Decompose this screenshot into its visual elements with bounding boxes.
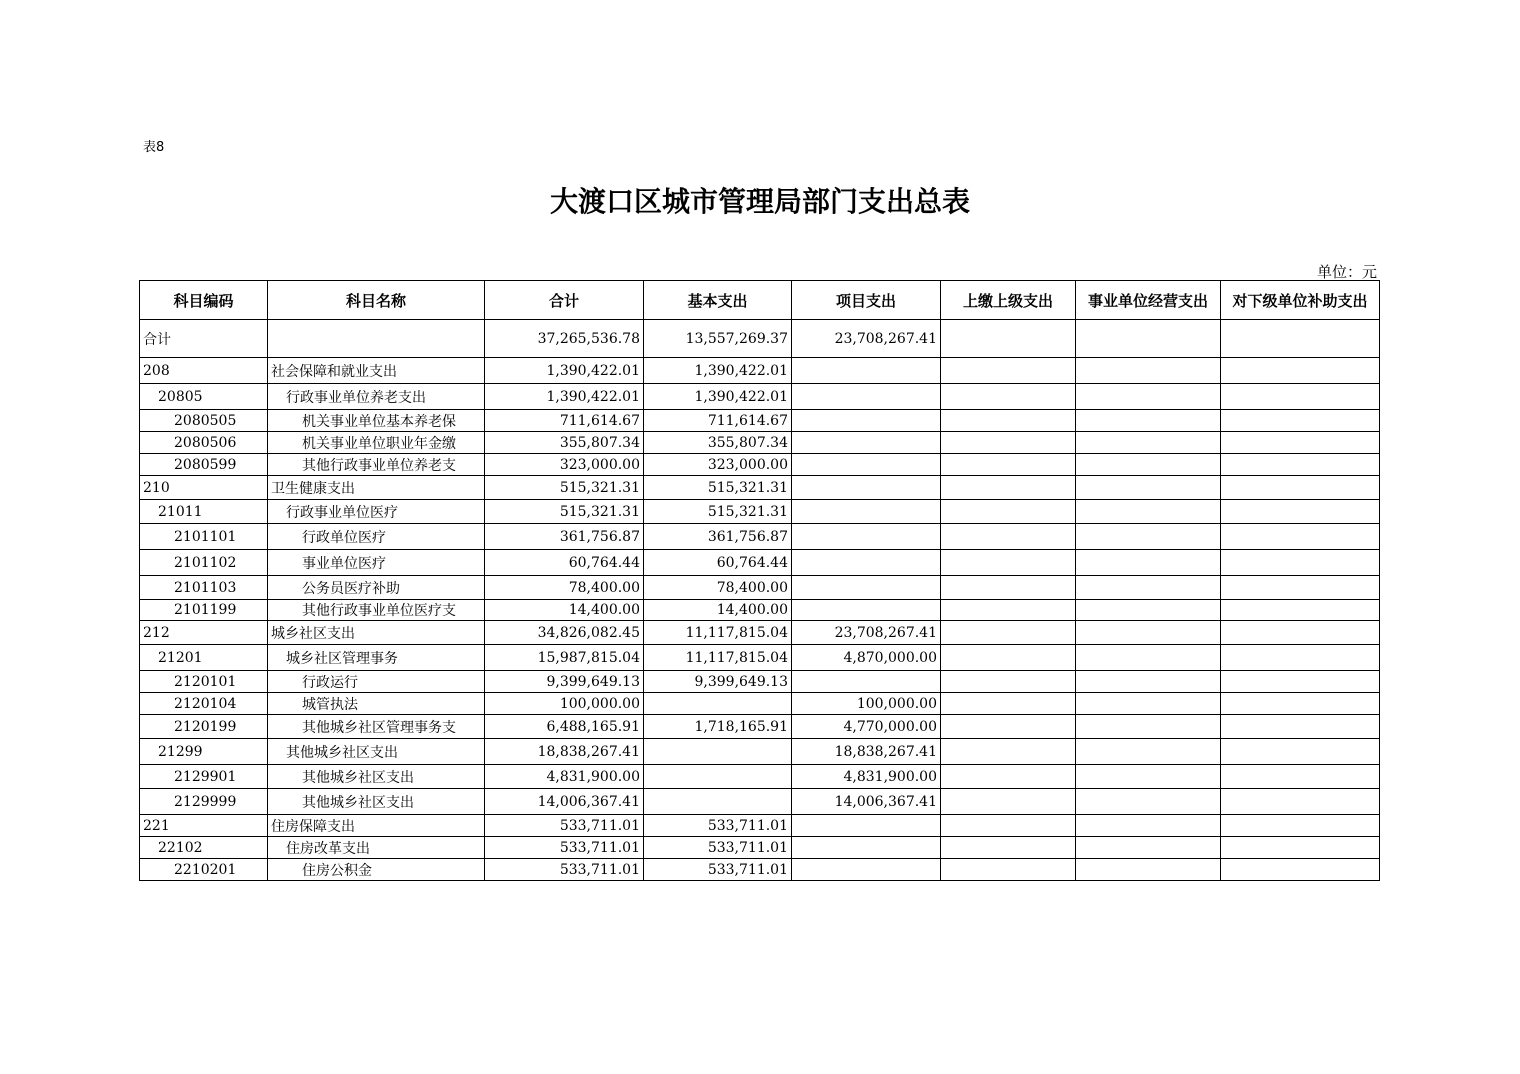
cell-basic: 11,117,815.04 [644, 621, 792, 645]
table-row [140, 476, 1380, 500]
cell-code: 208 [140, 358, 268, 384]
page-title: 大渡口区城市管理局部门支出总表 [549, 185, 970, 218]
table-row [140, 621, 1380, 645]
cell-code: 2101102 [140, 550, 268, 576]
table-row [140, 524, 1380, 550]
cell-name: 城乡社区管理事务 [268, 645, 485, 671]
cell-total: 9,399,649.13 [485, 671, 644, 693]
cell-project [792, 600, 941, 621]
cell-basic [644, 693, 792, 715]
cell-project [792, 837, 941, 859]
cell-basic: 515,321.31 [644, 476, 792, 500]
cell-code: 22102 [140, 837, 268, 859]
cell-basic: 711,614.67 [644, 410, 792, 432]
cell-name: 其他城乡社区支出 [268, 789, 485, 815]
cell-upper [941, 550, 1076, 576]
cell-basic: 11,117,815.04 [644, 645, 792, 671]
cell-name: 其他城乡社区管理事务支 [268, 715, 485, 739]
cell-upper [941, 671, 1076, 693]
cell-business [1076, 600, 1221, 621]
cell-project [792, 859, 941, 881]
table-row [140, 715, 1380, 739]
header-business: 事业单位经营支出 [1076, 281, 1221, 320]
cell-business [1076, 859, 1221, 881]
cell-business [1076, 739, 1221, 765]
cell-business [1076, 645, 1221, 671]
cell-subsidy [1221, 693, 1380, 715]
cell-name: 住房保障支出 [268, 815, 485, 837]
cell-project: 4,870,000.00 [792, 645, 941, 671]
table-row [140, 600, 1380, 621]
cell-basic: 1,390,422.01 [644, 358, 792, 384]
cell-business [1076, 550, 1221, 576]
cell-subsidy [1221, 320, 1380, 358]
cell-business [1076, 693, 1221, 715]
cell-basic: 78,400.00 [644, 576, 792, 600]
cell-code: 2101199 [140, 600, 268, 621]
cell-name: 行政事业单位医疗 [268, 500, 485, 524]
cell-business [1076, 621, 1221, 645]
table-row [140, 500, 1380, 524]
cell-total: 361,756.87 [485, 524, 644, 550]
cell-code: 20805 [140, 384, 268, 410]
cell-code: 212 [140, 621, 268, 645]
table-row [140, 859, 1380, 881]
cell-name: 社会保障和就业支出 [268, 358, 485, 384]
header-project: 项目支出 [792, 281, 941, 320]
cell-project: 14,006,367.41 [792, 789, 941, 815]
cell-project: 4,831,900.00 [792, 765, 941, 789]
cell-name: 事业单位医疗 [268, 550, 485, 576]
cell-basic: 13,557,269.37 [644, 320, 792, 358]
cell-name: 其他城乡社区支出 [268, 739, 485, 765]
cell-project [792, 671, 941, 693]
cell-basic: 60,764.44 [644, 550, 792, 576]
cell-name: 行政运行 [268, 671, 485, 693]
cell-project [792, 500, 941, 524]
cell-total: 533,711.01 [485, 859, 644, 881]
cell-subsidy [1221, 789, 1380, 815]
cell-business [1076, 837, 1221, 859]
cell-code: 21299 [140, 739, 268, 765]
cell-project: 18,838,267.41 [792, 739, 941, 765]
cell-project: 23,708,267.41 [792, 320, 941, 358]
cell-total: 78,400.00 [485, 576, 644, 600]
header-upper: 上缴上级支出 [941, 281, 1076, 320]
cell-upper [941, 432, 1076, 454]
cell-code: 2101103 [140, 576, 268, 600]
cell-name: 卫生健康支出 [268, 476, 485, 500]
cell-code: 221 [140, 815, 268, 837]
cell-subsidy [1221, 715, 1380, 739]
header-total: 合计 [485, 281, 644, 320]
cell-code: 合计 [140, 320, 268, 358]
cell-basic: 355,807.34 [644, 432, 792, 454]
table-row [140, 645, 1380, 671]
table-row [140, 739, 1380, 765]
cell-name: 公务员医疗补助 [268, 576, 485, 600]
cell-basic: 14,400.00 [644, 600, 792, 621]
cell-project: 23,708,267.41 [792, 621, 941, 645]
cell-subsidy [1221, 645, 1380, 671]
cell-subsidy [1221, 739, 1380, 765]
cell-basic: 533,711.01 [644, 837, 792, 859]
cell-basic: 515,321.31 [644, 500, 792, 524]
cell-subsidy [1221, 524, 1380, 550]
cell-project [792, 432, 941, 454]
cell-total: 18,838,267.41 [485, 739, 644, 765]
cell-code: 2129901 [140, 765, 268, 789]
cell-name: 城管执法 [268, 693, 485, 715]
cell-name: 住房公积金 [268, 859, 485, 881]
cell-code: 210 [140, 476, 268, 500]
table-row [140, 576, 1380, 600]
cell-total: 515,321.31 [485, 476, 644, 500]
cell-upper [941, 384, 1076, 410]
cell-total: 100,000.00 [485, 693, 644, 715]
cell-subsidy [1221, 815, 1380, 837]
cell-project [792, 476, 941, 500]
cell-upper [941, 645, 1076, 671]
cell-name: 其他行政事业单位医疗支 [268, 600, 485, 621]
cell-name [268, 320, 485, 358]
cell-upper [941, 739, 1076, 765]
cell-code: 21201 [140, 645, 268, 671]
cell-code: 2080599 [140, 454, 268, 476]
cell-project: 4,770,000.00 [792, 715, 941, 739]
cell-business [1076, 789, 1221, 815]
cell-total: 15,987,815.04 [485, 645, 644, 671]
cell-upper [941, 715, 1076, 739]
cell-project [792, 454, 941, 476]
cell-upper [941, 358, 1076, 384]
cell-code: 2101101 [140, 524, 268, 550]
cell-subsidy [1221, 432, 1380, 454]
cell-code: 21011 [140, 500, 268, 524]
cell-project [792, 410, 941, 432]
table-row [140, 432, 1380, 454]
cell-total: 323,000.00 [485, 454, 644, 476]
cell-basic: 323,000.00 [644, 454, 792, 476]
cell-upper [941, 500, 1076, 524]
cell-business [1076, 454, 1221, 476]
cell-upper [941, 859, 1076, 881]
cell-project [792, 358, 941, 384]
cell-code: 2120199 [140, 715, 268, 739]
cell-project [792, 815, 941, 837]
table-body [140, 320, 1380, 881]
cell-total: 711,614.67 [485, 410, 644, 432]
cell-upper [941, 576, 1076, 600]
cell-total: 14,400.00 [485, 600, 644, 621]
cell-subsidy [1221, 410, 1380, 432]
table-row [140, 789, 1380, 815]
table-number: 表8 [143, 140, 165, 155]
cell-total: 533,711.01 [485, 815, 644, 837]
cell-subsidy [1221, 476, 1380, 500]
header-subsidy: 对下级单位补助支出 [1221, 281, 1380, 320]
cell-name: 其他行政事业单位养老支 [268, 454, 485, 476]
cell-business [1076, 432, 1221, 454]
cell-basic: 361,756.87 [644, 524, 792, 550]
cell-subsidy [1221, 576, 1380, 600]
cell-code: 2210201 [140, 859, 268, 881]
expenditure-table [139, 280, 1380, 881]
cell-project: 100,000.00 [792, 693, 941, 715]
table-row [140, 358, 1380, 384]
cell-upper [941, 476, 1076, 500]
cell-subsidy [1221, 550, 1380, 576]
table-row [140, 410, 1380, 432]
cell-subsidy [1221, 765, 1380, 789]
cell-upper [941, 789, 1076, 815]
table-header-row [140, 281, 1380, 320]
table-row [140, 320, 1380, 358]
table-row [140, 693, 1380, 715]
cell-basic [644, 739, 792, 765]
cell-total: 6,488,165.91 [485, 715, 644, 739]
cell-business [1076, 320, 1221, 358]
cell-code: 2129999 [140, 789, 268, 815]
cell-business [1076, 524, 1221, 550]
cell-upper [941, 837, 1076, 859]
cell-business [1076, 476, 1221, 500]
cell-basic: 533,711.01 [644, 859, 792, 881]
cell-upper [941, 320, 1076, 358]
cell-subsidy [1221, 358, 1380, 384]
cell-upper [941, 524, 1076, 550]
cell-total: 34,826,082.45 [485, 621, 644, 645]
cell-basic [644, 765, 792, 789]
cell-upper [941, 600, 1076, 621]
cell-total: 533,711.01 [485, 837, 644, 859]
cell-code: 2120104 [140, 693, 268, 715]
cell-business [1076, 815, 1221, 837]
cell-name: 机关事业单位基本养老保 [268, 410, 485, 432]
cell-total: 37,265,536.78 [485, 320, 644, 358]
cell-subsidy [1221, 454, 1380, 476]
table-row [140, 815, 1380, 837]
cell-business [1076, 671, 1221, 693]
cell-business [1076, 500, 1221, 524]
cell-subsidy [1221, 600, 1380, 621]
cell-total: 355,807.34 [485, 432, 644, 454]
cell-basic: 533,711.01 [644, 815, 792, 837]
cell-total: 4,831,900.00 [485, 765, 644, 789]
cell-basic: 9,399,649.13 [644, 671, 792, 693]
cell-upper [941, 815, 1076, 837]
cell-code: 2080506 [140, 432, 268, 454]
cell-project [792, 524, 941, 550]
table-row [140, 384, 1380, 410]
cell-subsidy [1221, 621, 1380, 645]
header-basic: 基本支出 [644, 281, 792, 320]
cell-subsidy [1221, 859, 1380, 881]
cell-project [792, 576, 941, 600]
cell-project [792, 384, 941, 410]
cell-name: 其他城乡社区支出 [268, 765, 485, 789]
cell-business [1076, 410, 1221, 432]
cell-basic [644, 789, 792, 815]
header-code: 科目编码 [140, 281, 268, 320]
cell-business [1076, 715, 1221, 739]
table-row [140, 765, 1380, 789]
cell-subsidy [1221, 384, 1380, 410]
cell-business [1076, 765, 1221, 789]
cell-total: 14,006,367.41 [485, 789, 644, 815]
cell-total: 60,764.44 [485, 550, 644, 576]
cell-name: 机关事业单位职业年金缴 [268, 432, 485, 454]
table-row [140, 550, 1380, 576]
cell-subsidy [1221, 500, 1380, 524]
header-name: 科目名称 [268, 281, 485, 320]
table-row [140, 837, 1380, 859]
cell-upper [941, 410, 1076, 432]
cell-upper [941, 454, 1076, 476]
cell-basic: 1,390,422.01 [644, 384, 792, 410]
unit-label: 单位：元 [1316, 263, 1377, 281]
cell-upper [941, 765, 1076, 789]
cell-total: 515,321.31 [485, 500, 644, 524]
cell-upper [941, 621, 1076, 645]
cell-basic: 1,718,165.91 [644, 715, 792, 739]
cell-code: 2080505 [140, 410, 268, 432]
cell-business [1076, 384, 1221, 410]
cell-subsidy [1221, 671, 1380, 693]
cell-business [1076, 358, 1221, 384]
cell-total: 1,390,422.01 [485, 384, 644, 410]
cell-name: 城乡社区支出 [268, 621, 485, 645]
cell-subsidy [1221, 837, 1380, 859]
table-row [140, 454, 1380, 476]
cell-name: 住房改革支出 [268, 837, 485, 859]
cell-name: 行政事业单位养老支出 [268, 384, 485, 410]
cell-business [1076, 576, 1221, 600]
cell-project [792, 550, 941, 576]
cell-total: 1,390,422.01 [485, 358, 644, 384]
table-row [140, 671, 1380, 693]
cell-code: 2120101 [140, 671, 268, 693]
cell-name: 行政单位医疗 [268, 524, 485, 550]
cell-upper [941, 693, 1076, 715]
